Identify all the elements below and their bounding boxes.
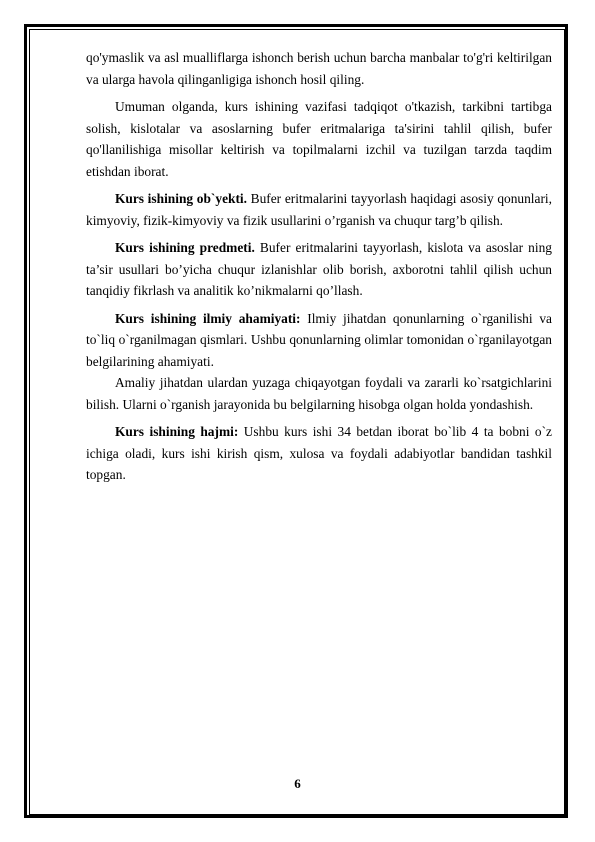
paragraph-subject xyxy=(86,237,552,302)
paragraph-text: Bufer eritmalarini tayyorlash, kislota va asoslar ning ta’sir usullari bo’yicha chuqur izlanishlar olib borish, axborotni tahlil qilish uchun tanqidiy fikrlash va analitik ko’nikmalarni qo’llash. xyxy=(86,240,552,298)
paragraph-heading: Kurs ishining ilmiy ahamiyati: xyxy=(115,310,301,326)
paragraph-text: Ilmiy jihatdan qonunlarning o`rganilishi va to`liq o`rganilmagan qismlari. Ushbu qonunlarning olimlar tomonidan o`rganilayotgan belgilarining ahamiyati. xyxy=(86,310,552,369)
document-body xyxy=(86,47,552,492)
page-number: 6 xyxy=(294,776,301,791)
paragraph-summary xyxy=(86,96,552,182)
paragraph-significance xyxy=(86,308,552,373)
paragraph-text: Amaliy jihatdan ulardan yuzaga chiqayotgan foydali va zararli ko`rsatgichlarini bilish. Ularni o`rganish jarayonida bu belgilarning hisobga olgan holda yondashish. xyxy=(86,375,552,412)
paragraph-heading: Kurs ishining ob`yekti. xyxy=(115,191,247,206)
paragraph-text: Ushbu kurs ishi 34 betdan iborat bo`lib 4 ta bobni o`z ichiga oladi, kurs ishi kirish qism, xulosa va foydali adabiyotlar bandidan tashkil topgan. xyxy=(86,424,553,482)
paragraph-volume xyxy=(86,421,552,486)
paragraph-object xyxy=(86,188,552,231)
paragraph-text: qo'ymaslik va asl mualliflarga ishonch berish uchun barcha manbalar to'g'ri keltirilgan va ularga havola qilinganligiga ishonch hosil qiling. xyxy=(86,50,552,87)
paragraph-practical xyxy=(86,372,552,415)
paragraph-heading: Kurs ishining predmeti. xyxy=(115,240,255,255)
paragraph-text: Bufer eritmalarini tayyorlash haqidagi asosiy qonunlari, kimyoviy, fizik-kimyoviy va fizik usullarini o’rganish va chuqur targ’b qilish. xyxy=(86,191,552,228)
paragraph-heading: Kurs ishining hajmi: xyxy=(115,424,239,439)
paragraph-continuation xyxy=(86,47,552,90)
paragraph-text: Umuman olganda, kurs ishining vazifasi tadqiqot o'tkazish, tarkibni tartibga solish, kislotalar va asoslarning bufer eritmalariga ta'sirini tahlil qilish, bufer qo'llanilishiga misollar keltirish va topilmalarni izchil va tuzilgan tarzda taqdim etishdan iborat. xyxy=(86,99,552,179)
